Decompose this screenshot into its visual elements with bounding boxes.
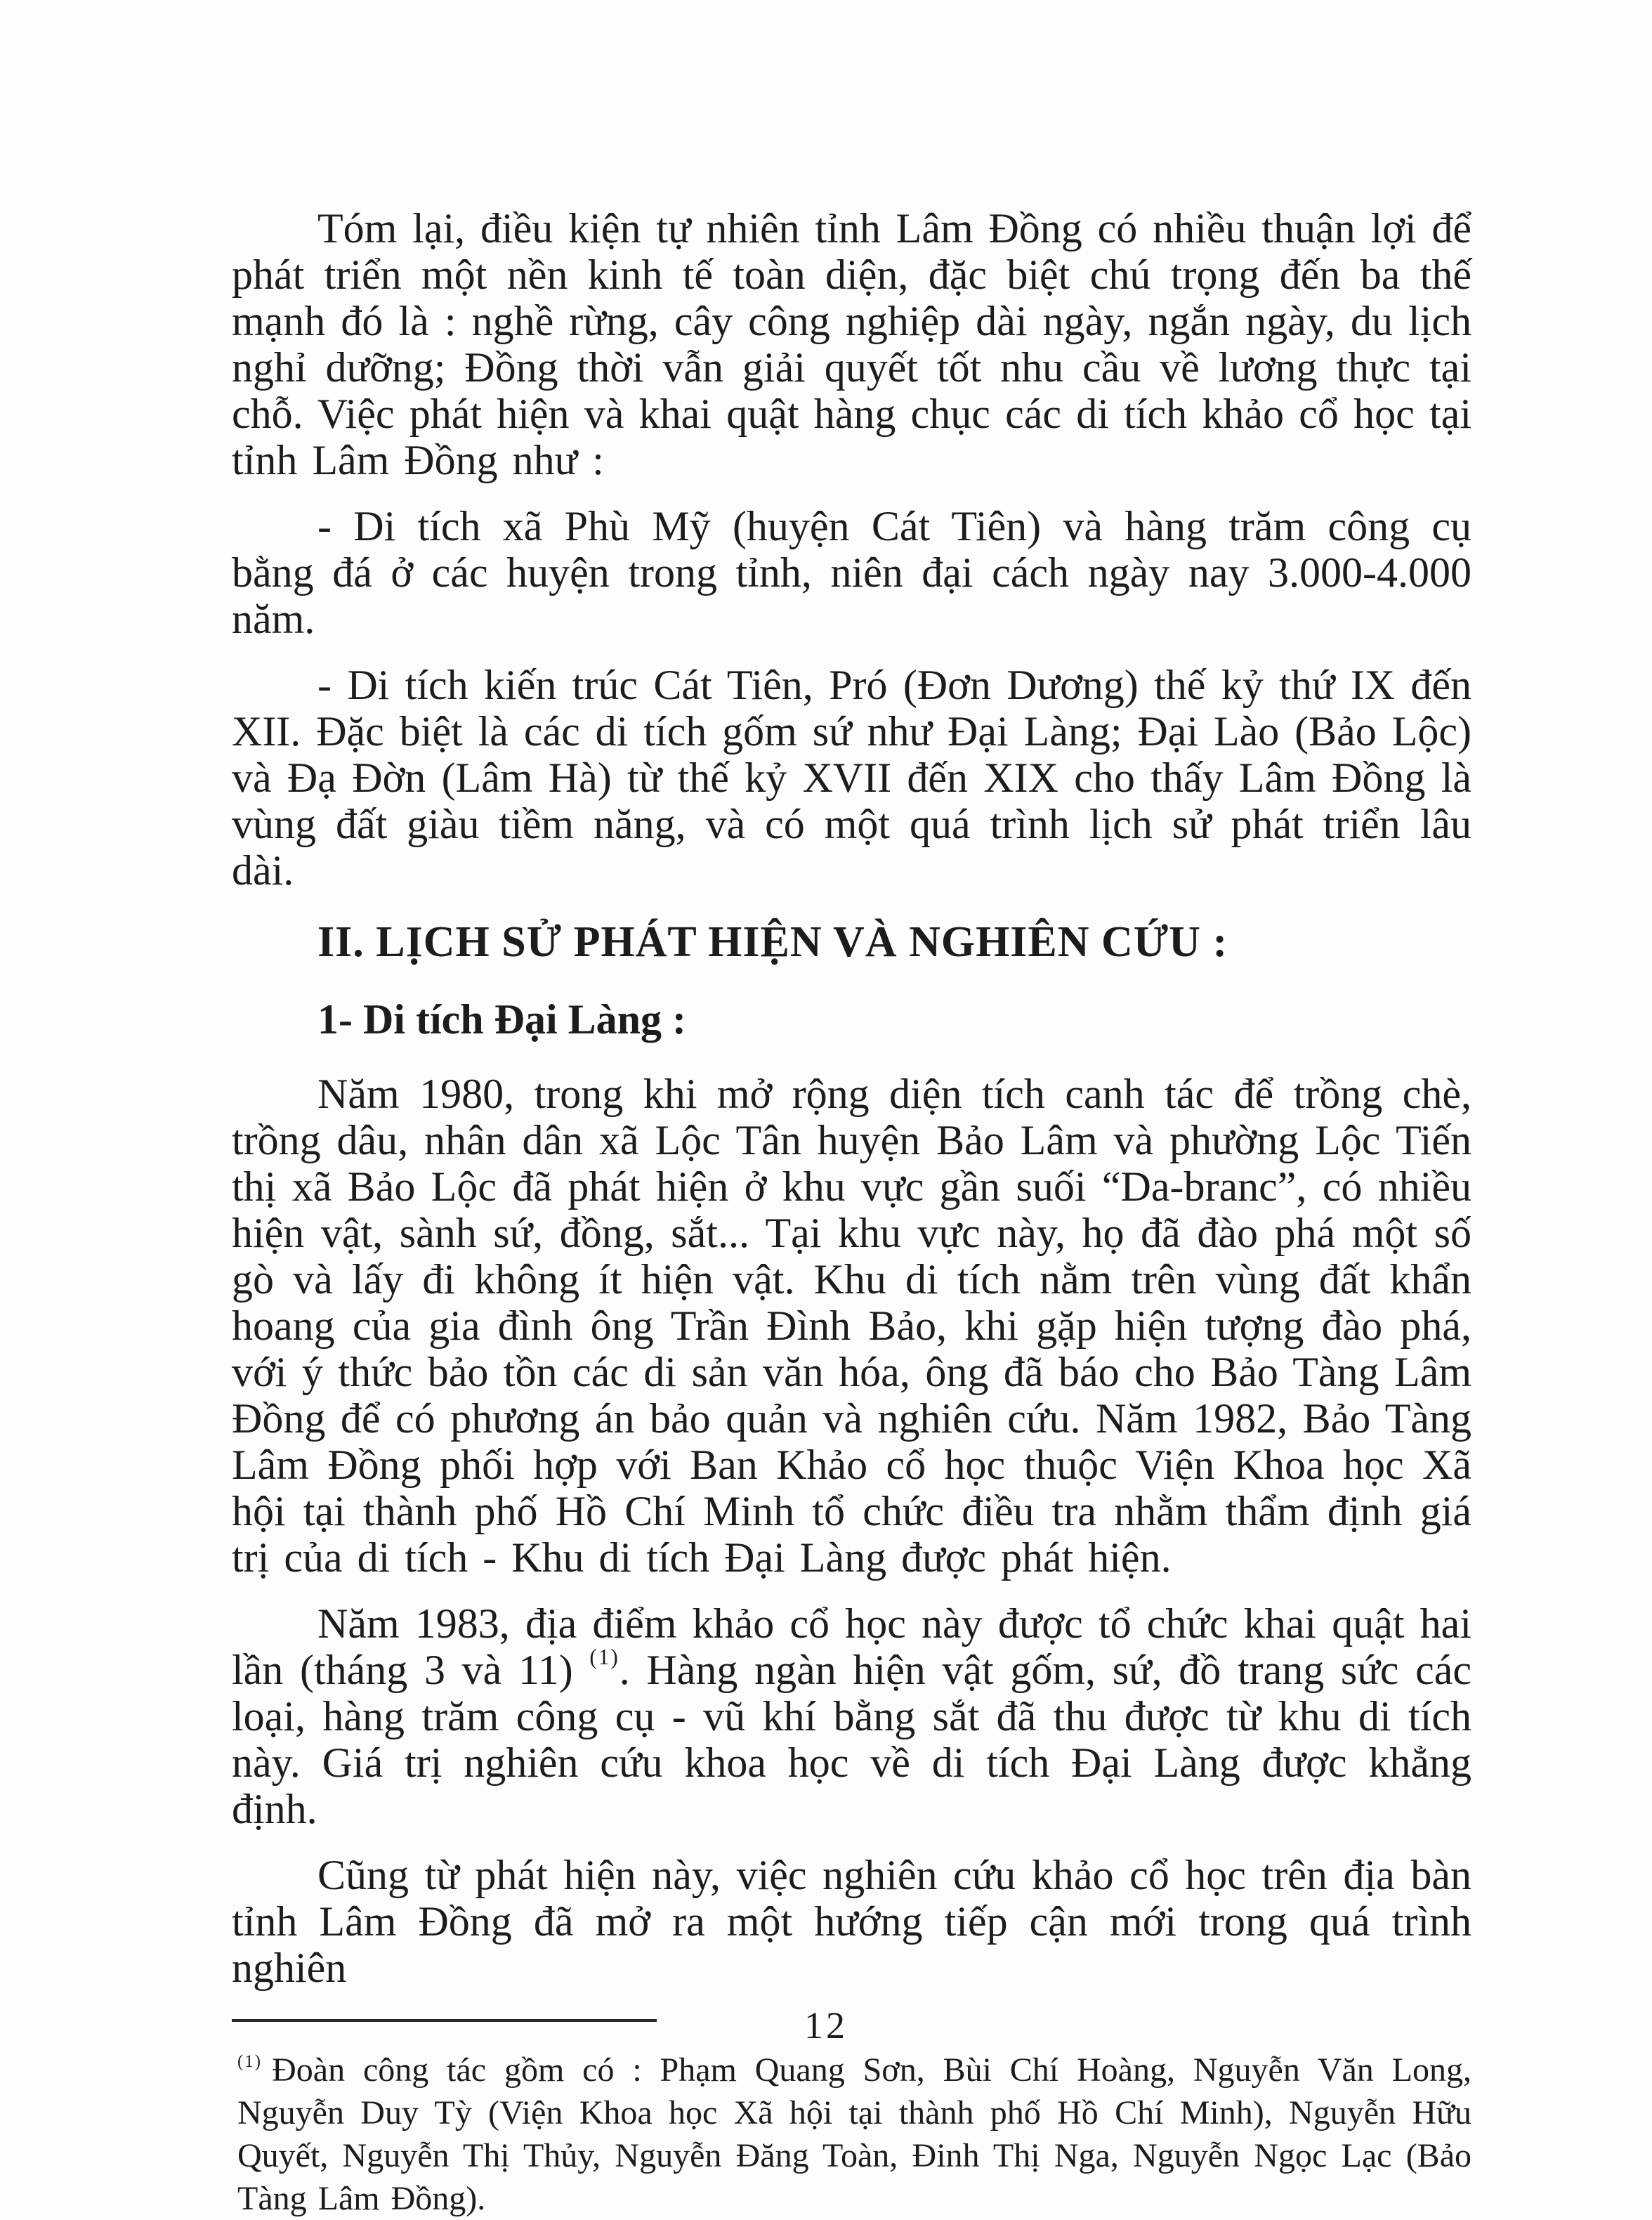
footnote-reference-marker: (1) — [589, 1645, 620, 1669]
paragraph-1980: Năm 1980, trong khi mở rộng diện tích canh tác để trồng chè, trồng dâu, nhân dân xã Lộc Tân huyện Bảo Lâm và phường Lộc Tiến thị xã Bảo Lộc đã phát hiện ở khu vực gần suối “Da-branc”, có nhiều hiện vật, sành sứ, đồng, sắt... Tại khu vực này, họ đã đào phá một số gò và lấy đi không ít hiện vật. Khu di tích nằm trên vùng đất khẩn hoang của gia đình ông Trần Đình Bảo, khi gặp hiện tượng đào phá, với ý thức bảo tồn các di sản văn hóa, ông đã báo cho Bảo Tàng Lâm Đồng để có phương án bảo quản và nghiên cứu. Năm 1982, Bảo Tàng Lâm Đồng phối hợp với Ban Khảo cổ học thuộc Viện Khoa học Xã hội tại thành phố Hồ Chí Minh tổ chức điều tra nhằm thẩm định giá trị của di tích - Khu di tích Đại Làng được phát hiện. — [232, 1071, 1471, 1581]
page-number: 12 — [804, 2004, 848, 2046]
section-heading: II. LỊCH SỬ PHÁT HIỆN VÀ NGHIÊN CỨU : — [317, 918, 1228, 966]
footnote-marker: (1) — [237, 2052, 263, 2071]
subsection-heading: 1- Di tích Đại Làng : — [317, 996, 686, 1043]
paragraph-bullet-cat-tien: - Di tích kiến trúc Cát Tiên, Pró (Đơn Dương) thế kỷ thứ IX đến XII. Đặc biệt là các di tích gốm sứ như Đại Làng; Đại Lào (Bảo Lộc) và Đạ Đờn (Lâm Hà) từ thế kỷ XVII đến XIX cho thấy Lâm Đồng là vùng đất giàu tiềm năng, và có một quá trình lịch sử phát triển lâu dài. — [232, 662, 1471, 894]
paragraph-1983 — [232, 1600, 1471, 1832]
footnote-text: Đoàn công tác gồm có : Phạm Quang Sơn, Bùi Chí Hoàng, Nguyễn Văn Long, Nguyễn Duy Tỳ (Viện Khoa học Xã hội tại thành phố Hồ Chí Minh), Nguyễn Hữu Quyết, Nguyễn Thị Thủy, Nguyễn Đăng Toàn, Đinh Thị Nga, Nguyễn Ngọc Lạc (Bảo Tàng Lâm Đồng). — [237, 2051, 1471, 2217]
footnote — [237, 2049, 1471, 2220]
paragraph-1983-continuation: . Hàng ngàn hiện vật gốm, sứ, đồ trang sức các loại, hàng trăm công cụ - vũ khí bằng sắt đã thu được từ khu di tích này. Giá trị nghiên cứu khoa học về di tích Đại Làng được khẳng định. — [232, 1647, 1472, 1832]
paragraph-intro: Tóm lại, điều kiện tự nhiên tỉnh Lâm Đồng có nhiều thuận lợi để phát triển một nền kinh tế toàn diện, đặc biệt chú trọng đến ba thế mạnh đó là : nghề rừng, cây công nghiệp dài ngày, ngắn ngày, du lịch nghỉ dưỡng; Đồng thời vẫn giải quyết tốt nhu cầu về lương thực tại chỗ. Việc phát hiện và khai quật hàng chục các di tích khảo cổ học tại tỉnh Lâm Đồng như : — [232, 205, 1471, 483]
paragraph-1983-text: Năm 1983, địa điểm khảo cổ học này được tổ chức khai quật hai lần (tháng 3 và 11) — [232, 1600, 1471, 1693]
paragraph-cung-tu: Cũng từ phát hiện này, việc nghiên cứu khảo cổ học trên địa bàn tỉnh Lâm Đồng đã mở ra một hướng tiếp cận mới trong quá trình nghiên — [232, 1852, 1471, 1991]
paragraph-bullet-phu-my: - Di tích xã Phù Mỹ (huyện Cát Tiên) và hàng trăm công cụ bằng đá ở các huyện trong tỉnh, niên đại cách ngày nay 3.000-4.000 năm. — [232, 503, 1471, 642]
